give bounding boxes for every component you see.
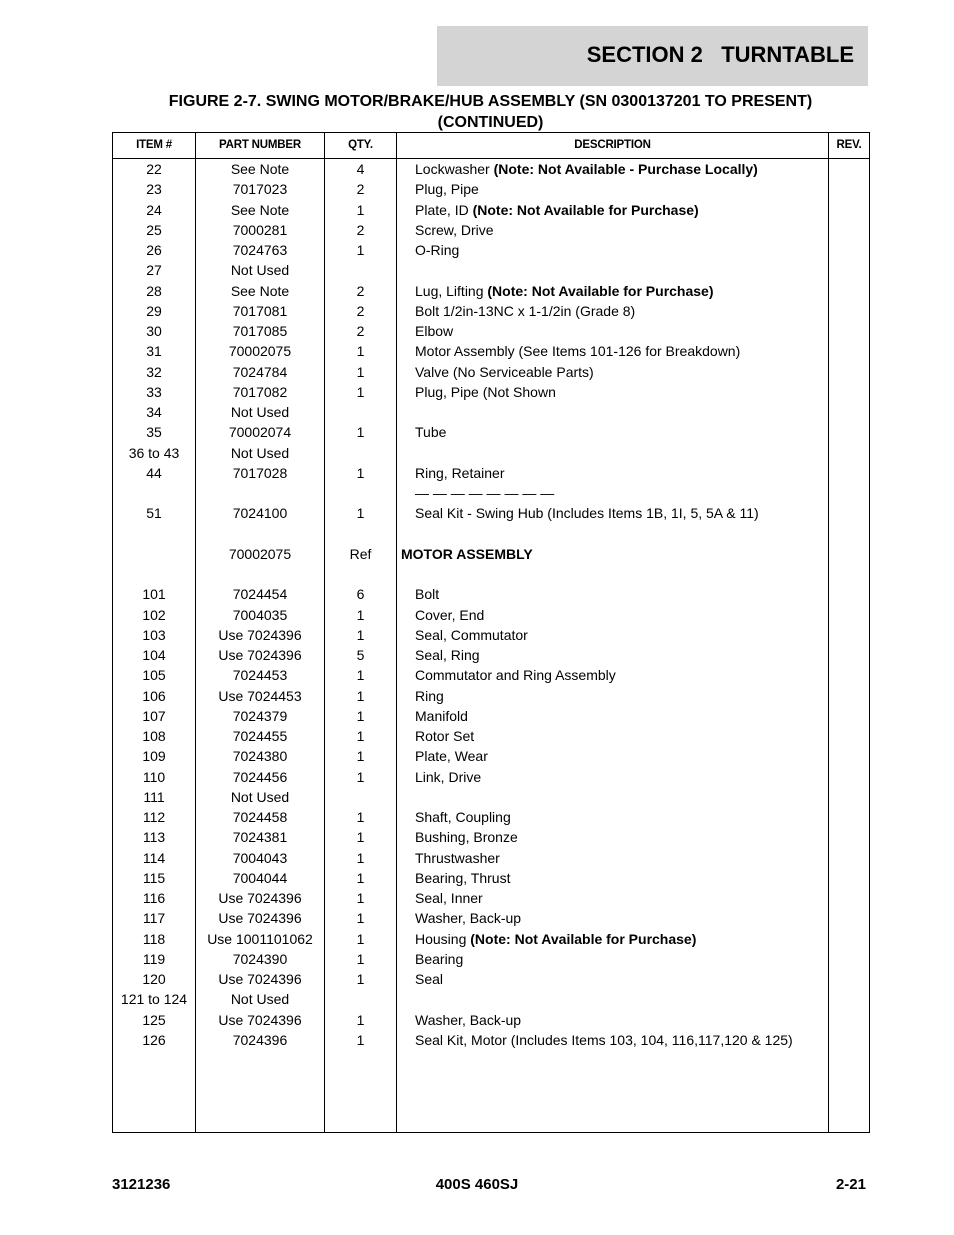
item-cell: 28 — [146, 282, 162, 299]
item-cell: 101 — [142, 586, 166, 603]
qty-cell: 1 — [356, 849, 365, 866]
item-cell: 33 — [146, 383, 162, 400]
qty-cell: 1 — [356, 606, 365, 623]
table-row — [113, 220, 869, 240]
table-row — [113, 321, 869, 341]
part-number-cell: Use 1001101062 — [207, 930, 313, 947]
part-number-cell: 7017028 — [232, 464, 288, 481]
footer-page-number: 2-21 — [835, 1176, 866, 1193]
qty-cell: 1 — [356, 505, 365, 522]
description-cell — [415, 1030, 793, 1050]
description-text: Lockwasher — [415, 161, 494, 177]
part-number-cell: Not Used — [230, 991, 290, 1008]
parts-table — [112, 132, 870, 1133]
item-cell: 34 — [146, 404, 162, 420]
part-number-cell: 70002075 — [228, 545, 292, 562]
table-row — [113, 665, 869, 685]
item-cell: 109 — [142, 748, 166, 765]
table-row — [113, 625, 869, 645]
part-number-cell: 7024380 — [232, 748, 288, 765]
part-number-cell: 7024454 — [232, 586, 288, 603]
qty-cell: 2 — [356, 323, 365, 339]
figure-title-line1: FIGURE 2-7. SWING MOTOR/BRAKE/HUB ASSEMBLY (SN 0300137201 TO PRESENT) — [168, 93, 813, 110]
qty-cell: 2 — [356, 221, 365, 238]
table-row — [113, 686, 869, 706]
part-number-cell: Use 7024396 — [218, 971, 302, 987]
qty-cell: 1 — [356, 424, 365, 441]
part-number-cell: 70002074 — [228, 424, 292, 441]
item-cell: 29 — [146, 302, 162, 319]
item-cell: 116 — [142, 890, 166, 906]
part-number-cell: 7024100 — [232, 505, 288, 522]
table-row — [113, 605, 869, 625]
description-cell — [415, 605, 484, 625]
item-cell: 105 — [142, 667, 166, 684]
item-cell: 24 — [146, 201, 162, 218]
table-row — [113, 929, 869, 949]
qty-cell: 1 — [356, 626, 365, 643]
table-row — [113, 544, 869, 564]
qty-cell: 1 — [356, 464, 365, 481]
description-cell — [415, 382, 556, 402]
qty-cell: 1 — [356, 343, 365, 360]
part-number-cell: 7017082 — [232, 383, 288, 400]
description-text: Seal, Commutator — [415, 626, 528, 643]
qty-cell: 4 — [356, 161, 365, 177]
description-cell — [415, 200, 699, 220]
item-cell: 31 — [146, 343, 162, 360]
description-cell — [415, 503, 759, 523]
table-row — [113, 402, 869, 422]
item-cell: 104 — [142, 647, 166, 663]
description-text: Seal, Inner — [415, 890, 483, 906]
qty-cell: 2 — [356, 181, 365, 198]
part-number-cell: 7024784 — [232, 363, 288, 380]
description-cell — [415, 868, 510, 888]
table-row — [113, 908, 869, 928]
description-cell — [415, 969, 443, 989]
qty-cell: Ref — [349, 545, 372, 562]
qty-cell: 1 — [356, 768, 365, 785]
description-cell — [415, 665, 616, 685]
table-row — [113, 443, 869, 463]
item-cell: 114 — [142, 849, 166, 866]
table-row — [113, 969, 869, 989]
description-cell — [415, 686, 444, 706]
item-cell: 118 — [142, 930, 166, 947]
description-cell — [415, 159, 758, 179]
description-cell — [415, 848, 500, 868]
description-text: Seal, Ring — [415, 647, 480, 663]
table-row — [113, 888, 869, 908]
description-text: Bolt 1/2in-13NC x 1-1/2in (Grade 8) — [415, 302, 636, 319]
table-row — [113, 848, 869, 868]
item-cell: 102 — [142, 606, 166, 623]
description-text: Tube — [415, 424, 447, 441]
description-cell — [415, 463, 505, 483]
item-cell: 121 to 124 — [120, 991, 188, 1008]
description-note: (Note: Not Available for Purchase) — [470, 930, 697, 947]
part-number-cell: 70002075 — [228, 343, 292, 360]
part-number-cell: 7024381 — [232, 829, 288, 846]
description-cell — [415, 179, 479, 199]
part-number-cell: Use 7024396 — [218, 1011, 302, 1028]
qty-cell: 1 — [356, 971, 365, 987]
part-number-cell: 7004035 — [232, 606, 288, 623]
table-row — [113, 483, 869, 503]
table-row — [113, 382, 869, 402]
description-note: (Note: Not Available for Purchase) — [487, 282, 714, 299]
item-cell: 111 — [143, 788, 165, 805]
part-number-cell: 7017085 — [232, 323, 288, 339]
table-row — [113, 341, 869, 361]
part-number-cell: Use 7024396 — [218, 626, 302, 643]
item-cell: 110 — [142, 768, 166, 785]
item-cell: 125 — [142, 1011, 166, 1028]
section-title: SECTION 2 TURNTABLE — [586, 42, 854, 67]
item-cell: 113 — [142, 829, 166, 846]
description-cell — [415, 908, 521, 928]
description-text: Housing — [415, 930, 471, 947]
table-row — [113, 301, 869, 321]
table-row — [113, 767, 869, 787]
table-row — [113, 1030, 869, 1050]
description-note: (Note: Not Available - Purchase Locally) — [493, 161, 758, 177]
item-cell: 30 — [146, 323, 162, 339]
table-row — [113, 645, 869, 665]
qty-cell: 1 — [356, 201, 365, 218]
qty-cell: 1 — [356, 707, 365, 724]
header-rev: REV. — [836, 139, 862, 151]
item-cell: 106 — [142, 687, 166, 704]
description-text: Bearing — [415, 950, 464, 967]
description-text: Lug, Lifting — [415, 282, 488, 299]
part-number-cell: 7024763 — [232, 242, 288, 258]
part-number-cell: Use 7024396 — [218, 910, 302, 927]
description-text: Plug, Pipe (Not Shown — [415, 383, 556, 400]
part-number-cell: See Note — [230, 161, 290, 177]
figure-title — [112, 91, 869, 133]
qty-cell: 1 — [356, 890, 365, 906]
description-cell — [415, 726, 474, 746]
description-cell — [415, 240, 459, 260]
table-row — [113, 362, 869, 382]
qty-cell: 1 — [356, 910, 365, 927]
qty-cell: 1 — [356, 1031, 365, 1048]
qty-cell: 1 — [356, 809, 365, 825]
description-cell — [415, 706, 468, 726]
description-cell — [415, 888, 483, 908]
description-text: Seal Kit, Motor (Includes Items 103, 104, 116,117,120 & 125) — [415, 1031, 793, 1048]
qty-cell: 2 — [356, 282, 365, 299]
qty-cell: 1 — [356, 383, 365, 400]
qty-cell: 1 — [356, 930, 365, 947]
table-row — [113, 200, 869, 220]
qty-cell: 1 — [356, 1011, 365, 1028]
qty-cell: 1 — [356, 728, 365, 744]
description-text: Seal Kit - Swing Hub (Includes Items 1B, 1I, 5, 5A & 11) — [415, 505, 759, 522]
item-cell: 107 — [142, 707, 166, 724]
part-number-cell: See Note — [230, 282, 290, 299]
item-cell: 103 — [142, 626, 166, 643]
figure-title-line2: (CONTINUED) — [437, 114, 544, 131]
qty-cell: 1 — [356, 363, 365, 380]
description-text: Shaft, Coupling — [415, 809, 511, 825]
description-cell — [415, 929, 696, 949]
part-number-cell: 7017023 — [232, 181, 288, 198]
description-cell — [415, 341, 740, 361]
description-cell — [415, 949, 463, 969]
part-number-cell: Use 7024453 — [218, 687, 302, 704]
description-cell — [415, 767, 481, 787]
header-item: ITEM # — [136, 139, 172, 151]
item-cell: 112 — [142, 809, 166, 825]
table-row — [113, 159, 869, 179]
table-row — [113, 281, 869, 301]
part-number-cell: 7024453 — [232, 667, 288, 684]
description-cell — [415, 321, 453, 341]
header-description: DESCRIPTION — [574, 139, 651, 151]
description-text: Ring, Retainer — [415, 464, 505, 481]
part-number-cell: Not Used — [230, 788, 290, 805]
table-row — [113, 260, 869, 280]
description-text: Bushing, Bronze — [415, 829, 518, 846]
qty-cell: 1 — [356, 869, 365, 886]
table-row — [113, 1010, 869, 1030]
description-text: Thrustwasher — [415, 849, 500, 866]
description-cell — [415, 584, 439, 604]
description-text: Link, Drive — [415, 768, 482, 785]
description-text: Manifold — [415, 707, 468, 724]
part-number-cell: Use 7024396 — [218, 890, 302, 906]
qty-cell: 6 — [356, 586, 365, 603]
item-cell: 117 — [142, 910, 166, 927]
table-row — [113, 524, 869, 544]
part-number-cell: 7024455 — [232, 728, 288, 744]
qty-cell: 2 — [356, 302, 365, 319]
qty-cell: 1 — [356, 950, 365, 967]
item-cell: 119 — [142, 950, 166, 967]
item-cell: 120 — [142, 971, 166, 987]
description-text: Plug, Pipe — [415, 181, 479, 198]
description-cell — [415, 827, 518, 847]
description-cell — [415, 362, 594, 382]
description-cell — [415, 483, 554, 503]
description-cell — [415, 1010, 521, 1030]
description-cell — [415, 301, 635, 321]
description-cell — [415, 746, 488, 766]
description-text: Bearing, Thrust — [415, 869, 511, 886]
item-cell: 32 — [146, 363, 162, 380]
part-number-cell: 7024379 — [232, 707, 288, 724]
qty-cell: 1 — [356, 667, 365, 684]
item-cell: 22 — [146, 161, 162, 177]
qty-cell: 1 — [356, 687, 365, 704]
part-number-cell: Not Used — [230, 444, 290, 461]
table-row — [113, 807, 869, 827]
item-cell: 26 — [146, 242, 162, 258]
table-row — [113, 726, 869, 746]
table-row — [113, 746, 869, 766]
table-row — [113, 868, 869, 888]
item-cell: 44 — [146, 464, 162, 481]
item-cell: 35 — [146, 424, 162, 441]
description-text: Plate, Wear — [415, 748, 488, 765]
qty-cell: 1 — [356, 242, 365, 258]
item-cell: 27 — [146, 262, 162, 279]
description-cell — [415, 422, 446, 442]
description-text: Washer, Back-up — [415, 1011, 522, 1028]
table-row — [113, 422, 869, 442]
description-text: MOTOR ASSEMBLY — [401, 545, 533, 562]
table-row — [113, 949, 869, 969]
footer-doc-number: 3121236 — [112, 1176, 171, 1193]
description-text: Valve (No Serviceable Parts) — [415, 363, 594, 380]
part-number-cell: 7004043 — [232, 849, 288, 866]
description-text: Plate, ID — [415, 201, 473, 218]
header-part-number: PART NUMBER — [219, 139, 301, 151]
part-number-cell: 7024390 — [232, 950, 288, 967]
table-row — [113, 564, 869, 584]
item-cell: 23 — [146, 181, 162, 198]
header-qty: QTY. — [348, 139, 373, 151]
description-text: Motor Assembly (See Items 101-126 for Breakdown) — [415, 343, 741, 360]
description-text: Elbow — [415, 323, 454, 339]
description-text: Commutator and Ring Assembly — [415, 667, 616, 684]
table-row — [113, 787, 869, 807]
description-cell — [415, 281, 714, 301]
description-text: Ring — [415, 687, 444, 704]
description-text: Bolt — [415, 586, 440, 603]
description-text: — — — — — — — — — [415, 485, 555, 501]
section-header — [437, 26, 868, 86]
item-cell: 115 — [142, 869, 166, 886]
description-cell — [415, 625, 528, 645]
table-row — [113, 179, 869, 199]
footer-model: 400S 460SJ — [435, 1176, 519, 1193]
table-row — [113, 463, 869, 483]
description-note: (Note: Not Available for Purchase) — [472, 201, 699, 218]
part-number-cell: 7000281 — [232, 221, 288, 238]
part-number-cell: 7004044 — [232, 869, 288, 886]
table-row — [113, 989, 869, 1009]
part-number-cell: Use 7024396 — [218, 647, 302, 663]
qty-cell: 5 — [356, 647, 365, 663]
table-row — [113, 827, 869, 847]
table-row — [113, 240, 869, 260]
part-number-cell: 7024396 — [232, 1031, 288, 1048]
part-number-cell: See Note — [230, 201, 290, 218]
part-number-cell: Not Used — [230, 404, 290, 420]
description-text: O-Ring — [415, 242, 460, 258]
description-text: Cover, End — [415, 606, 485, 623]
part-number-cell: 7024458 — [232, 809, 288, 825]
description-text: Screw, Drive — [415, 221, 494, 238]
item-cell: 36 to 43 — [128, 444, 180, 461]
table-row — [113, 503, 869, 523]
description-text: Seal — [415, 971, 444, 987]
part-number-cell: 7017081 — [232, 302, 288, 319]
description-text: Washer, Back-up — [415, 910, 522, 927]
qty-cell: 1 — [356, 829, 365, 846]
description-cell — [415, 645, 480, 665]
item-cell: 126 — [142, 1031, 166, 1048]
part-number-cell: Not Used — [230, 262, 290, 279]
table-row — [113, 706, 869, 726]
item-cell: 25 — [146, 221, 162, 238]
part-number-cell: 7024456 — [232, 768, 288, 785]
description-cell — [415, 807, 511, 827]
description-text: Rotor Set — [415, 728, 475, 744]
description-cell — [401, 544, 533, 564]
description-cell — [415, 220, 494, 240]
item-cell: 108 — [142, 728, 166, 744]
table-row — [113, 584, 869, 604]
qty-cell: 1 — [356, 748, 365, 765]
item-cell: 51 — [146, 505, 162, 522]
